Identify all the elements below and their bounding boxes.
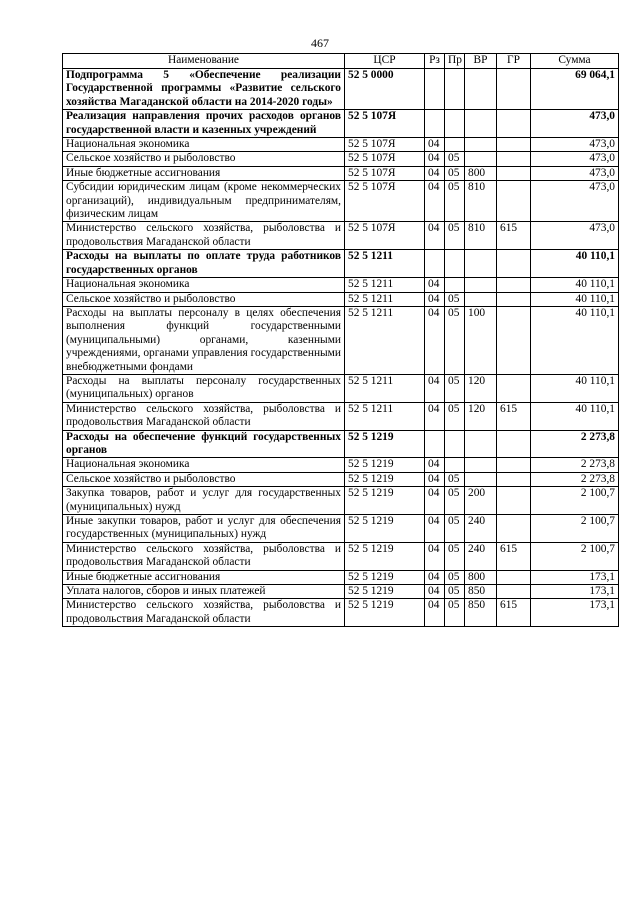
cell-name: Уплата налогов, сборов и иных платежей <box>63 585 345 599</box>
cell-name: Иные закупки товаров, работ и услуг для обеспечения государственных (муниципальных) нужд <box>63 515 345 543</box>
cell-pr: 05 <box>445 222 465 250</box>
cell-gr <box>497 515 531 543</box>
cell-pr: 05 <box>445 306 465 374</box>
cell-rz: 04 <box>425 292 445 306</box>
cell-csr: 52 5 107Я <box>345 152 425 166</box>
cell-rz <box>425 69 445 110</box>
cell-csr: 52 5 107Я <box>345 181 425 222</box>
cell-vr <box>465 138 497 152</box>
cell-pr <box>445 138 465 152</box>
cell-csr: 52 5 1219 <box>345 542 425 570</box>
cell-vr: 240 <box>465 515 497 543</box>
cell-sum: 2 100,7 <box>531 542 619 570</box>
cell-sum: 473,0 <box>531 222 619 250</box>
table-row <box>63 250 619 278</box>
cell-gr <box>497 430 531 458</box>
table-row <box>63 166 619 180</box>
table-row <box>63 69 619 110</box>
cell-gr: 615 <box>497 222 531 250</box>
cell-pr: 05 <box>445 487 465 515</box>
cell-sum: 40 110,1 <box>531 402 619 430</box>
cell-name: Министерство сельского хозяйства, рыболовства и продовольствия Магаданской области <box>63 222 345 250</box>
cell-rz: 04 <box>425 181 445 222</box>
cell-sum: 173,1 <box>531 570 619 584</box>
cell-pr: 05 <box>445 472 465 486</box>
header-rz: Рз <box>425 54 445 69</box>
cell-csr: 52 5 1211 <box>345 278 425 292</box>
cell-sum: 473,0 <box>531 152 619 166</box>
cell-csr: 52 5 1219 <box>345 472 425 486</box>
header-pr: Пр <box>445 54 465 69</box>
cell-sum: 473,0 <box>531 181 619 222</box>
table-row <box>63 181 619 222</box>
cell-sum: 2 273,8 <box>531 430 619 458</box>
cell-pr <box>445 430 465 458</box>
cell-vr: 800 <box>465 166 497 180</box>
cell-name: Национальная экономика <box>63 138 345 152</box>
cell-csr: 52 5 1219 <box>345 515 425 543</box>
cell-sum: 40 110,1 <box>531 292 619 306</box>
cell-vr: 120 <box>465 374 497 402</box>
cell-pr <box>445 69 465 110</box>
cell-name: Расходы на обеспечение функций государственных органов <box>63 430 345 458</box>
cell-gr <box>497 250 531 278</box>
cell-pr: 05 <box>445 374 465 402</box>
cell-csr: 52 5 1211 <box>345 250 425 278</box>
cell-vr: 810 <box>465 222 497 250</box>
cell-gr <box>497 138 531 152</box>
cell-vr <box>465 250 497 278</box>
cell-pr: 05 <box>445 292 465 306</box>
cell-sum: 40 110,1 <box>531 278 619 292</box>
cell-gr <box>497 110 531 138</box>
cell-rz <box>425 250 445 278</box>
cell-csr: 52 5 1219 <box>345 430 425 458</box>
cell-pr: 05 <box>445 585 465 599</box>
table-row <box>63 278 619 292</box>
cell-gr <box>497 152 531 166</box>
cell-gr <box>497 278 531 292</box>
cell-csr: 52 5 1219 <box>345 599 425 627</box>
cell-csr: 52 5 1211 <box>345 374 425 402</box>
cell-vr <box>465 472 497 486</box>
table-row <box>63 585 619 599</box>
header-name: Наименование <box>63 54 345 69</box>
cell-rz: 04 <box>425 599 445 627</box>
header-vr: ВР <box>465 54 497 69</box>
table-row <box>63 110 619 138</box>
cell-name: Расходы на выплаты по оплате труда работников государственных органов <box>63 250 345 278</box>
cell-csr: 52 5 1211 <box>345 306 425 374</box>
cell-rz: 04 <box>425 278 445 292</box>
cell-name: Министерство сельского хозяйства, рыболовства и продовольствия Магаданской области <box>63 402 345 430</box>
header-row <box>63 54 619 69</box>
cell-rz: 04 <box>425 306 445 374</box>
cell-gr: 615 <box>497 599 531 627</box>
cell-pr: 05 <box>445 181 465 222</box>
page-number: 467 <box>311 36 329 50</box>
cell-name: Министерство сельского хозяйства, рыболовства и продовольствия Магаданской области <box>63 542 345 570</box>
cell-pr <box>445 110 465 138</box>
cell-name: Сельское хозяйство и рыболовство <box>63 472 345 486</box>
cell-name: Национальная экономика <box>63 278 345 292</box>
cell-pr: 05 <box>445 402 465 430</box>
cell-rz: 04 <box>425 402 445 430</box>
cell-gr <box>497 374 531 402</box>
cell-csr: 52 5 0000 <box>345 69 425 110</box>
cell-pr <box>445 278 465 292</box>
table-row <box>63 138 619 152</box>
table-row <box>63 487 619 515</box>
cell-csr: 52 5 1219 <box>345 585 425 599</box>
cell-rz: 04 <box>425 487 445 515</box>
table-row <box>63 430 619 458</box>
cell-vr: 810 <box>465 181 497 222</box>
cell-rz: 04 <box>425 585 445 599</box>
cell-name: Закупка товаров, работ и услуг для государственных (муниципальных) нужд <box>63 487 345 515</box>
table-row <box>63 222 619 250</box>
cell-rz: 04 <box>425 222 445 250</box>
cell-rz: 04 <box>425 166 445 180</box>
cell-rz <box>425 430 445 458</box>
header-gr: ГР <box>497 54 531 69</box>
cell-rz: 04 <box>425 152 445 166</box>
table-row <box>63 374 619 402</box>
cell-sum: 2 100,7 <box>531 487 619 515</box>
cell-rz <box>425 110 445 138</box>
cell-gr: 615 <box>497 542 531 570</box>
table-row <box>63 472 619 486</box>
cell-name: Министерство сельского хозяйства, рыболовства и продовольствия Магаданской области <box>63 599 345 627</box>
cell-sum: 40 110,1 <box>531 374 619 402</box>
cell-rz: 04 <box>425 374 445 402</box>
cell-vr <box>465 278 497 292</box>
cell-sum: 473,0 <box>531 138 619 152</box>
table-row <box>63 515 619 543</box>
cell-sum: 40 110,1 <box>531 306 619 374</box>
cell-csr: 52 5 1211 <box>345 402 425 430</box>
cell-gr <box>497 458 531 472</box>
cell-pr: 05 <box>445 152 465 166</box>
cell-gr <box>497 292 531 306</box>
cell-gr <box>497 585 531 599</box>
cell-csr: 52 5 107Я <box>345 166 425 180</box>
cell-csr: 52 5 1219 <box>345 570 425 584</box>
cell-gr <box>497 181 531 222</box>
cell-name: Подпрограмма 5 «Обеспечение реализации Государственной программы «Развитие сельского хозяйства Магаданской области на 2014-2020 годы» <box>63 69 345 110</box>
header-sum: Сумма <box>531 54 619 69</box>
cell-rz: 04 <box>425 472 445 486</box>
cell-vr: 800 <box>465 570 497 584</box>
cell-vr: 120 <box>465 402 497 430</box>
cell-sum: 473,0 <box>531 166 619 180</box>
cell-gr: 615 <box>497 402 531 430</box>
cell-rz: 04 <box>425 458 445 472</box>
cell-sum: 2 273,8 <box>531 472 619 486</box>
cell-rz: 04 <box>425 515 445 543</box>
cell-csr: 52 5 107Я <box>345 138 425 152</box>
cell-vr <box>465 430 497 458</box>
cell-pr <box>445 250 465 278</box>
cell-pr: 05 <box>445 166 465 180</box>
cell-csr: 52 5 1219 <box>345 458 425 472</box>
cell-vr: 100 <box>465 306 497 374</box>
cell-gr <box>497 69 531 110</box>
cell-vr: 850 <box>465 585 497 599</box>
cell-sum: 173,1 <box>531 585 619 599</box>
cell-csr: 52 5 1211 <box>345 292 425 306</box>
cell-vr <box>465 69 497 110</box>
cell-gr <box>497 570 531 584</box>
budget-table <box>62 53 619 627</box>
cell-pr: 05 <box>445 542 465 570</box>
cell-vr: 200 <box>465 487 497 515</box>
cell-sum: 40 110,1 <box>531 250 619 278</box>
header-csr: ЦСР <box>345 54 425 69</box>
cell-rz: 04 <box>425 570 445 584</box>
cell-gr <box>497 166 531 180</box>
cell-name: Расходы на выплаты персоналу государственных (муниципальных) органов <box>63 374 345 402</box>
cell-vr: 850 <box>465 599 497 627</box>
table-row <box>63 306 619 374</box>
cell-sum: 69 064,1 <box>531 69 619 110</box>
cell-pr: 05 <box>445 570 465 584</box>
table-body <box>63 69 619 627</box>
cell-name: Иные бюджетные ассигнования <box>63 570 345 584</box>
table-row <box>63 570 619 584</box>
cell-pr <box>445 458 465 472</box>
cell-name: Субсидии юридическим лицам (кроме некоммерческих организаций), индивидуальным предпринимателям, физическим лицам <box>63 181 345 222</box>
cell-vr: 240 <box>465 542 497 570</box>
cell-rz: 04 <box>425 138 445 152</box>
cell-gr <box>497 306 531 374</box>
table-row <box>63 292 619 306</box>
cell-name: Сельское хозяйство и рыболовство <box>63 292 345 306</box>
cell-vr <box>465 458 497 472</box>
table-row <box>63 458 619 472</box>
cell-sum: 2 100,7 <box>531 515 619 543</box>
cell-name: Расходы на выплаты персоналу в целях обеспечения выполнения функций государственными (муниципальными) органами, казенными учреждениями, органами управления государственными внебюджетными фондами <box>63 306 345 374</box>
table-row <box>63 402 619 430</box>
cell-csr: 52 5 1219 <box>345 487 425 515</box>
cell-name: Сельское хозяйство и рыболовство <box>63 152 345 166</box>
cell-vr <box>465 292 497 306</box>
cell-gr <box>497 487 531 515</box>
cell-sum: 473,0 <box>531 110 619 138</box>
cell-sum: 2 273,8 <box>531 458 619 472</box>
cell-pr: 05 <box>445 599 465 627</box>
table-row <box>63 152 619 166</box>
table-row <box>63 542 619 570</box>
cell-gr <box>497 472 531 486</box>
cell-csr: 52 5 107Я <box>345 222 425 250</box>
cell-name: Национальная экономика <box>63 458 345 472</box>
table-row <box>63 599 619 627</box>
cell-csr: 52 5 107Я <box>345 110 425 138</box>
cell-sum: 173,1 <box>531 599 619 627</box>
cell-name: Иные бюджетные ассигнования <box>63 166 345 180</box>
cell-vr <box>465 152 497 166</box>
cell-name: Реализация направления прочих расходов органов государственной власти и казенных учреждений <box>63 110 345 138</box>
cell-rz: 04 <box>425 542 445 570</box>
cell-pr: 05 <box>445 515 465 543</box>
cell-vr <box>465 110 497 138</box>
